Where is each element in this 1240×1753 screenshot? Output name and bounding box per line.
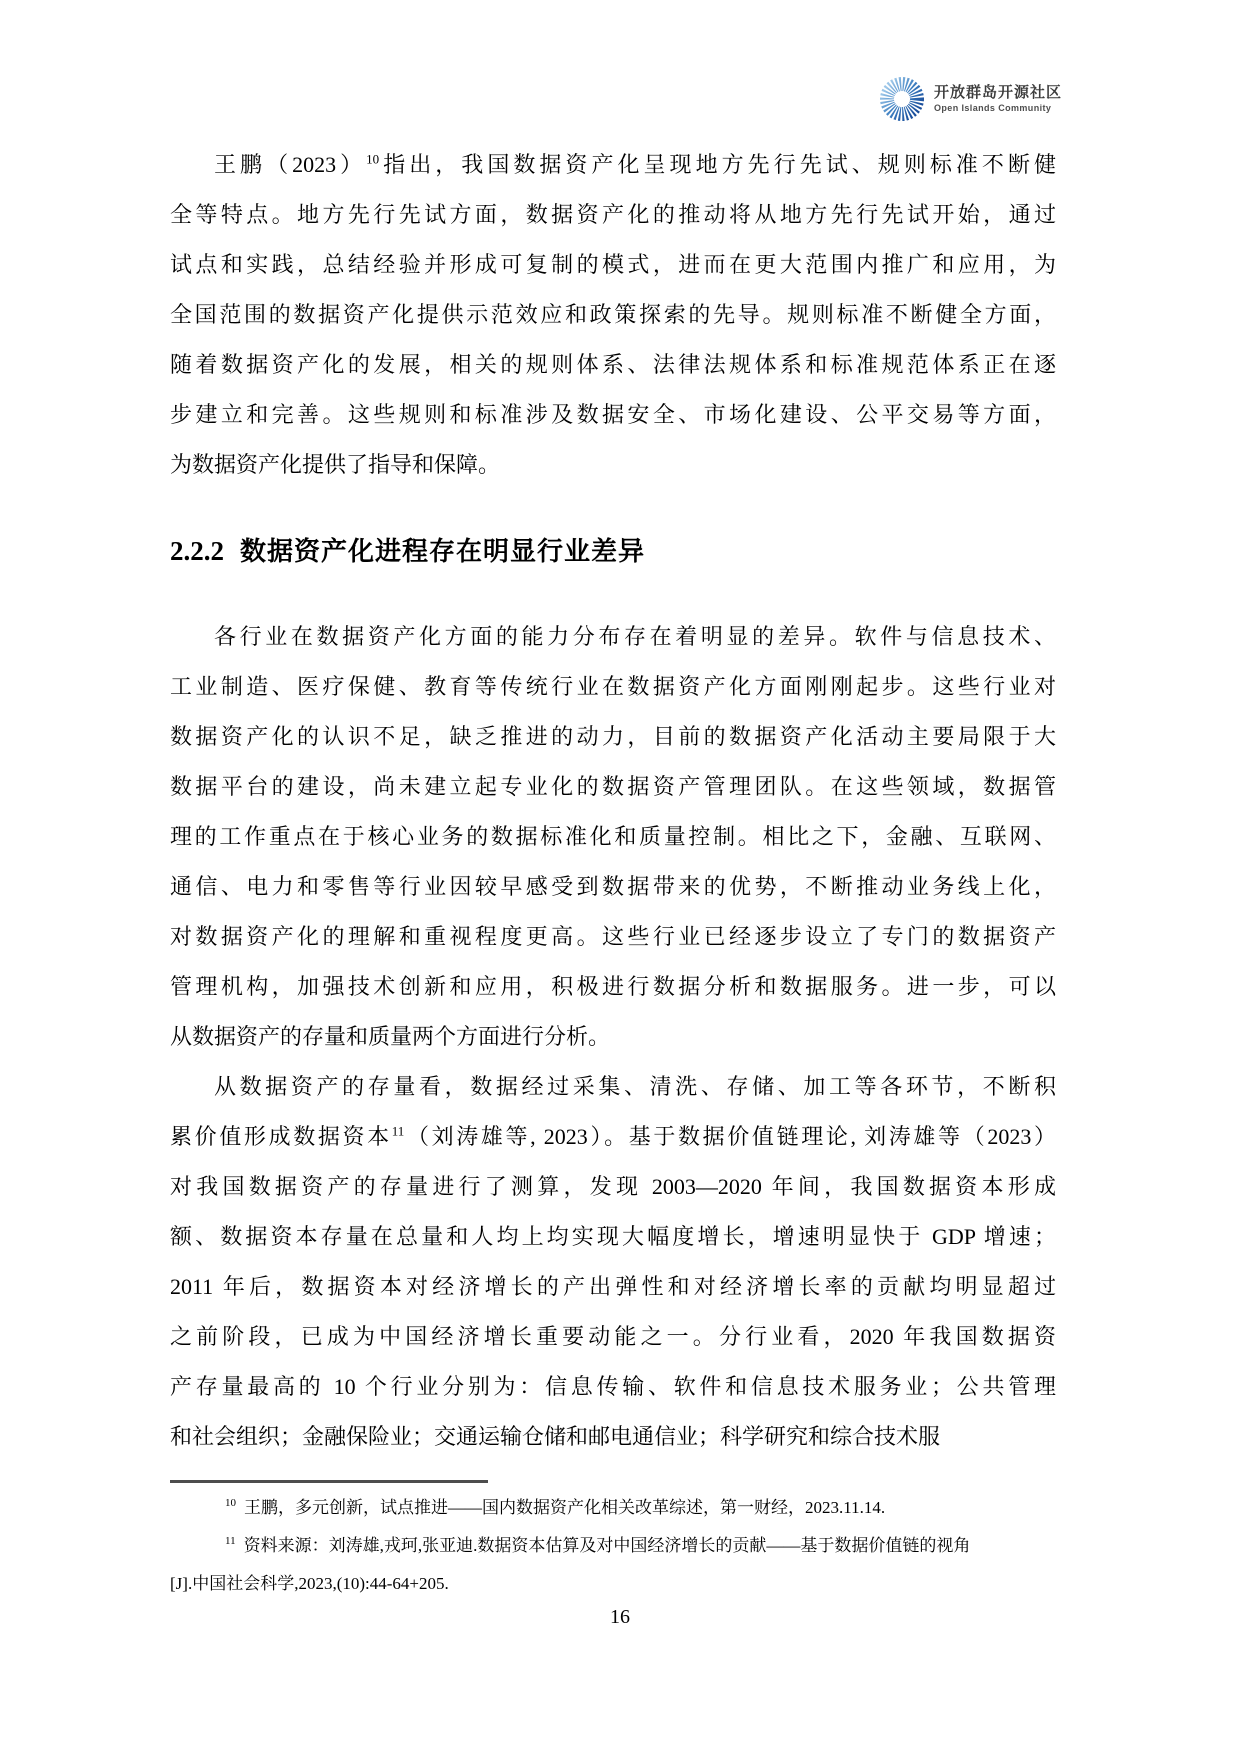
text-line: 理的工作重点在于核心业务的数据标准化和质量控制。相比之下，金融、互联网、: [170, 824, 1056, 849]
text-line: 管理机构，加强技术创新和应用，积极进行数据分析和数据服务。进一步，可以: [170, 974, 1056, 999]
text-line: 数据平台的建设，尚未建立起专业化的数据资产管理团队。在这些领域，数据管: [170, 774, 1056, 799]
footnote-11-line-1: [170, 1527, 1056, 1565]
paragraph-1: [170, 140, 1056, 490]
sunburst-logo-icon: [879, 76, 925, 122]
page-content: [170, 140, 1056, 1603]
footnote-11-text: 资料来源：刘涛雄,戎珂,张亚迪.数据资本估算及对中国经济增长的贡献——基于数据价值链的视角: [243, 1536, 971, 1555]
text-run: （刘涛雄等, 2023）。基于数据价值链理论, 刘涛雄等（2023）: [404, 1124, 1056, 1149]
text-line: 全国范围的数据资产化提供示范效应和政策探索的先导。规则标准不断健全方面，: [170, 302, 1056, 327]
text-line: 从数据资产的存量和质量两个方面进行分析。: [170, 1024, 611, 1049]
footnote-ref-10: 10: [366, 151, 380, 167]
paragraph-2: [170, 612, 1056, 1062]
text-run: 王鹏（2023）: [214, 152, 367, 177]
text-line: 对我国数据资产的存量进行了测算，发现 2003—2020 年间，我国数据资本形成: [170, 1174, 1056, 1199]
footnote-ref-11: 11: [391, 1123, 405, 1139]
logo-text: [934, 84, 1062, 114]
text-line: 之前阶段，已成为中国经济增长重要动能之一。分行业看，2020 年我国数据资: [170, 1324, 1056, 1349]
text-run: 指出，我国数据资产化呈现地方先行先试、规则标准不断健: [379, 152, 1056, 177]
footnote-separator: [170, 1480, 488, 1483]
text-line: 工业制造、医疗保健、教育等传统行业在数据资产化方面刚刚起步。这些行业对: [170, 674, 1056, 699]
page-number: 16: [610, 1606, 630, 1628]
footnotes: [170, 1489, 1056, 1603]
text-line: 步建立和完善。这些规则和标准涉及数据安全、市场化建设、公平交易等方面，: [170, 402, 1056, 427]
text-line: 2011 年后，数据资本对经济增长的产出弹性和对经济增长率的贡献均明显超过: [170, 1274, 1056, 1299]
footnote-11-line-2: [J].中国社会科学,2023,(10):44-64+205.: [170, 1574, 449, 1593]
text-line: 和社会组织；金融保险业；交通运输仓储和邮电通信业；科学研究和综合技术服: [170, 1424, 941, 1449]
footnote-10-text: 王鹏，多元创新，试点推进——国内数据资产化相关改革综述，第一财经，2023.11.14.: [244, 1498, 886, 1517]
footnote-10-marker: 10: [225, 1497, 236, 1510]
text-line: 对数据资产化的理解和重视程度更高。这些行业已经逐步设立了专门的数据资产: [170, 924, 1056, 949]
paragraph-3: [170, 1062, 1056, 1462]
text-line: 从数据资产的存量看，数据经过采集、清洗、存储、加工等各环节，不断积: [214, 1074, 1056, 1099]
text-line: 全等特点。地方先行先试方面，数据资产化的推动将从地方先行先试开始，通过: [170, 202, 1056, 227]
text-line: 试点和实践，总结经验并形成可复制的模式，进而在更大范围内推广和应用，为: [170, 252, 1056, 277]
text-line: [170, 140, 1056, 190]
text-line: [170, 1112, 1056, 1162]
footnote-11-marker: 11: [225, 1535, 236, 1548]
section-number: 2.2.2: [170, 536, 224, 566]
text-run: 累价值形成数据资本: [170, 1124, 392, 1149]
section-heading-2-2-2: [170, 530, 1056, 572]
text-line: 随着数据资产化的发展，相关的规则体系、法律法规体系和标准规范体系正在逐: [170, 352, 1056, 377]
logo-title-cn: 开放群岛开源社区: [933, 84, 1062, 101]
footnote-10: [170, 1489, 1056, 1527]
text-line: 通信、电力和零售等行业因较早感受到数据带来的优势，不断推动业务线上化，: [170, 874, 1056, 899]
text-line: 数据资产化的认识不足，缺乏推进的动力，目前的数据资产化活动主要局限于大: [170, 724, 1056, 749]
text-line: 为数据资产化提供了指导和保障。: [170, 452, 501, 477]
text-line: 产存量最高的 10 个行业分别为：信息传输、软件和信息技术服务业；公共管理: [170, 1374, 1056, 1399]
logo-title-en: Open Islands Community: [933, 103, 1052, 113]
open-islands-logo: [879, 76, 1062, 122]
text-line: 各行业在数据资产化方面的能力分布存在着明显的差异。软件与信息技术、: [214, 624, 1056, 649]
text-line: 额、数据资本存量在总量和人均上均实现大幅度增长，增速明显快于 GDP 增速；: [170, 1224, 1056, 1249]
section-title: 数据资产化进程存在明显行业差异: [240, 536, 646, 566]
